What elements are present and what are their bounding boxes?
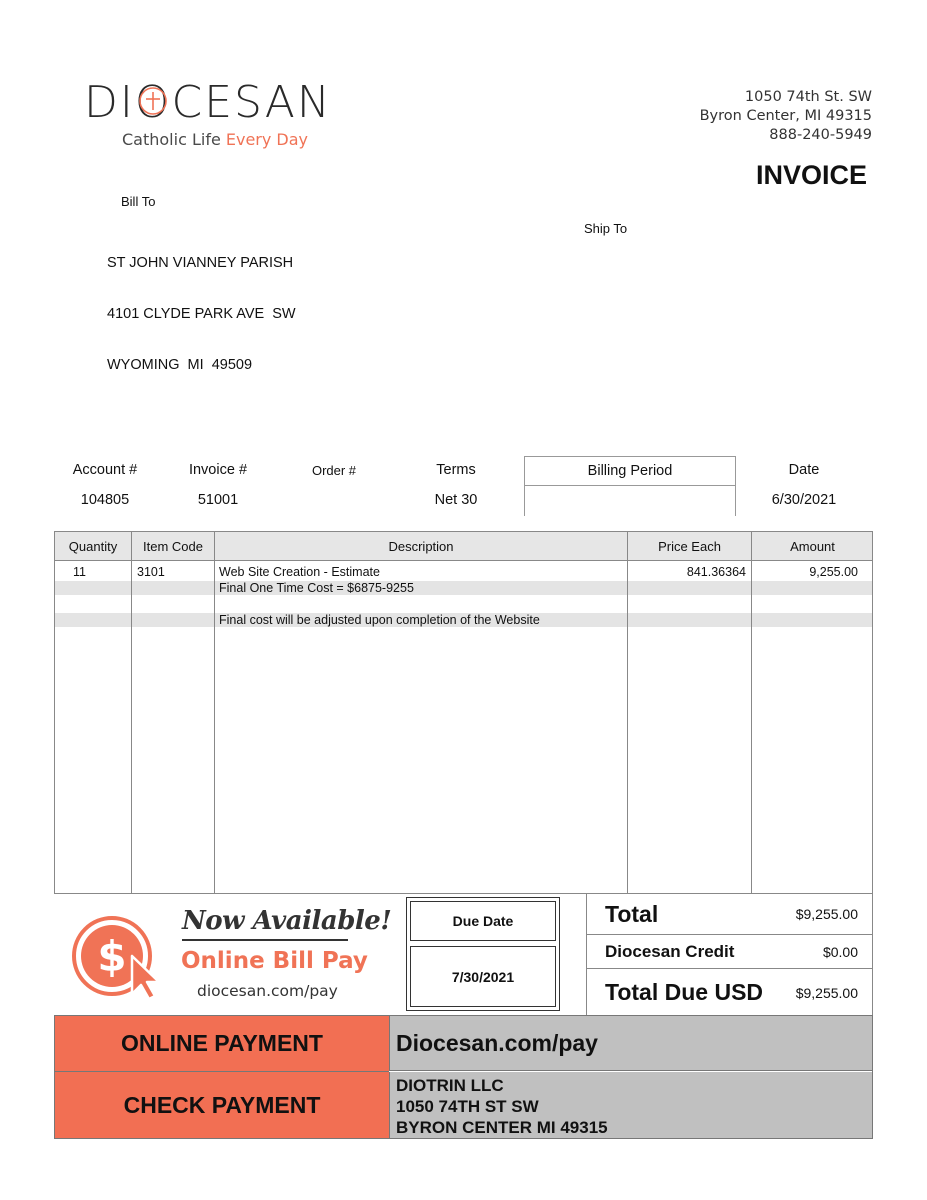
credit-label: Diocesan Credit (605, 941, 735, 961)
address-line-1: 1050 74th St. SW (744, 89, 872, 105)
bill-to-label: Bill To (121, 194, 156, 209)
company-logo: DIOCESAN (84, 77, 332, 128)
company-address (700, 88, 872, 145)
svg-text:$: $ (97, 932, 127, 981)
promo-headline: Now Available! (182, 906, 392, 936)
item-amount: 9,255.00 (809, 565, 858, 579)
bill-to-line: 4101 CLYDE PARK AVE SW (107, 306, 296, 322)
column-header-amount: Amount (790, 538, 835, 554)
item-description-line: Final cost will be adjusted upon completion of the Website (219, 613, 540, 627)
account-label: Account # (72, 462, 138, 478)
column-header-price-each: Price Each (658, 538, 721, 554)
company-tagline: Catholic Life Every Day (122, 130, 309, 149)
ship-to-label: Ship To (584, 221, 628, 236)
promo-title: Online Bill Pay (181, 948, 368, 974)
totals-box (586, 894, 873, 1016)
invoice-title: INVOICE (755, 160, 867, 190)
column-header-quantity: Quantity (68, 538, 118, 554)
online-payment-cell (389, 1016, 872, 1071)
total-due-label: Total Due USD (605, 979, 764, 1005)
invoice-number-label: Invoice # (188, 462, 248, 478)
invoice-number-value: 51001 (197, 492, 239, 508)
check-address-line: DIOTRIN LLC (396, 1076, 504, 1095)
due-date-box (406, 897, 560, 1011)
date-label: Date (788, 462, 820, 478)
address-line-2: Byron Center, MI 49315 (699, 108, 872, 124)
item-description-line: Web Site Creation - Estimate (219, 565, 380, 579)
payment-info-table (54, 1015, 873, 1139)
cross-icon (138, 86, 168, 116)
bill-to-address (107, 221, 296, 391)
total-due-row (587, 969, 872, 1016)
bill-to-line: ST JOHN VIANNEY PARISH (107, 255, 294, 271)
online-payment-url[interactable]: Diocesan.com/pay (396, 1029, 598, 1056)
date-value: 6/30/2021 (771, 492, 837, 508)
item-quantity: 11 (73, 565, 86, 579)
terms-label: Terms (436, 462, 476, 478)
check-payment-address (389, 1072, 872, 1138)
company-phone: 888-240-5949 (769, 127, 872, 143)
total-row (587, 894, 872, 934)
item-code: 3101 (137, 565, 165, 579)
order-label: Order # (311, 463, 357, 478)
billing-period-box (524, 456, 736, 516)
billing-period-label: Billing Period (525, 457, 735, 486)
line-items-table (54, 531, 873, 894)
check-payment-label: CHECK PAYMENT (55, 1072, 389, 1138)
bill-to-line: WYOMING MI 49509 (107, 357, 253, 373)
total-due-value: $9,255.00 (795, 984, 858, 1001)
online-bill-pay-promo (54, 894, 399, 1016)
column-header-description: Description (388, 538, 454, 554)
total-label: Total (605, 900, 659, 927)
credit-value: $0.00 (822, 943, 858, 960)
dollar-click-icon (70, 912, 170, 1002)
terms-value: Net 30 (434, 492, 478, 508)
promo-url: diocesan.com/pay (197, 982, 338, 1000)
total-value: $9,255.00 (795, 906, 858, 922)
credit-row (587, 935, 872, 968)
check-address-line: 1050 74TH ST SW (396, 1097, 539, 1116)
item-price-each: 841.36364 (686, 565, 746, 579)
due-date-value: 7/30/2021 (410, 946, 556, 1007)
online-payment-label: ONLINE PAYMENT (55, 1016, 389, 1072)
column-header-item-code: Item Code (143, 538, 203, 554)
due-date-label: Due Date (410, 901, 556, 941)
account-value: 104805 (80, 492, 130, 508)
item-description-line: Final One Time Cost = $6875-9255 (219, 581, 414, 595)
check-address-line: BYRON CENTER MI 49315 (396, 1118, 608, 1137)
